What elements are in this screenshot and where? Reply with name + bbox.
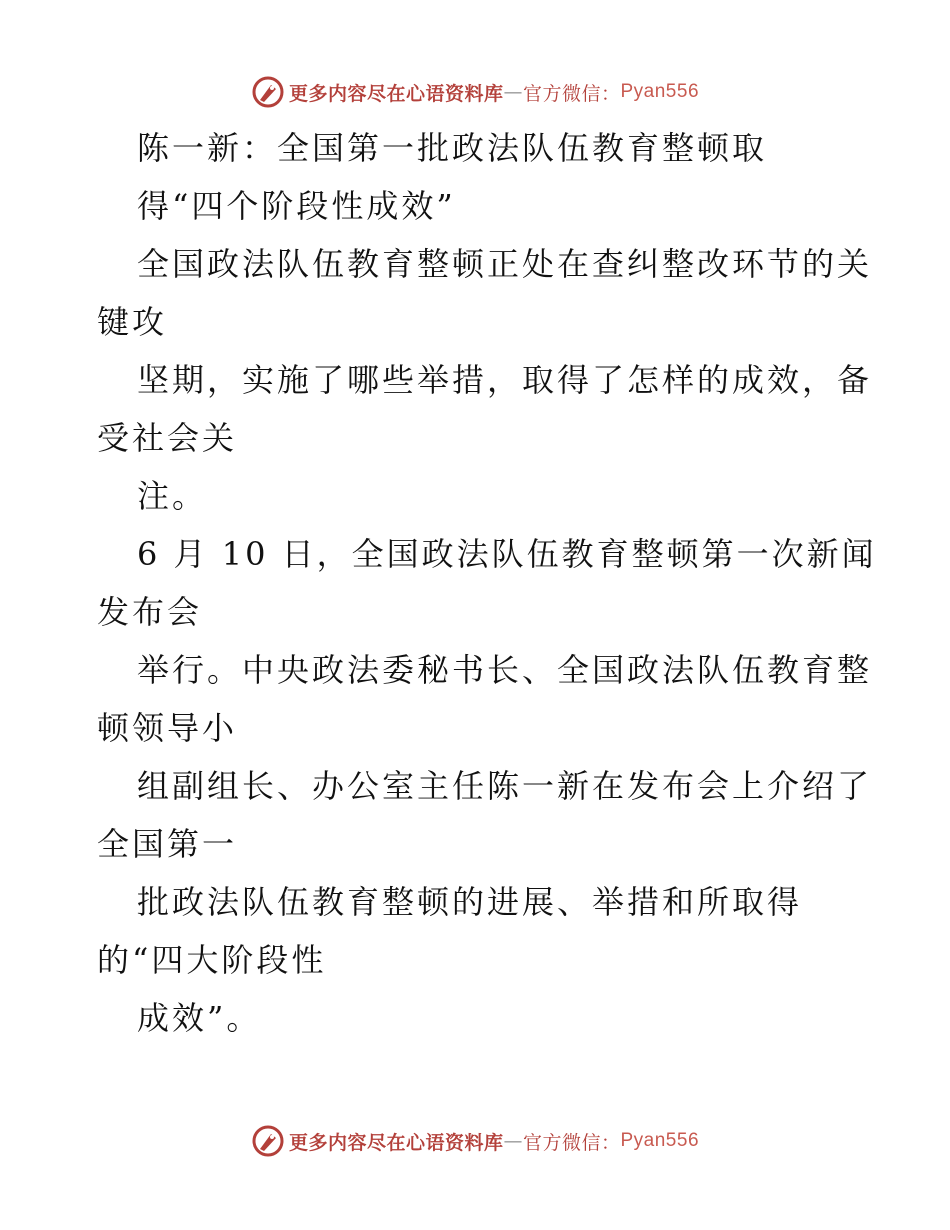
doc-line: 顿领导小 — [97, 709, 238, 747]
doc-line: 得“四个阶段性成效” — [137, 187, 456, 225]
watermark-wechat-id: Pyan556 — [620, 1130, 700, 1151]
watermark-wechat-id: Pyan556 — [620, 81, 700, 102]
watermark-wechat-label: 官方微信： — [522, 1131, 621, 1154]
doc-line: 坚期，实施了哪些举措，取得了怎样的成效，备 — [137, 361, 873, 399]
watermark-separator: — — [503, 81, 523, 103]
doc-line: 组副组长、办公室主任陈一新在发布会上介绍了 — [137, 767, 873, 805]
footer-watermark — [0, 1121, 950, 1161]
watermark-main-text: 更多内容尽在心语资料库 — [288, 82, 504, 105]
doc-line: 注。 — [137, 477, 208, 515]
watermark-separator: — — [503, 1130, 523, 1152]
doc-line: 6 月 10 日，全国政法队伍教育整顿第一次新闻 — [137, 535, 877, 573]
doc-line: 举行。中央政法委秘书长、全国政法队伍教育整 — [137, 651, 873, 689]
doc-line: 成效”。 — [137, 999, 262, 1037]
doc-line: 全国政法队伍教育整顿正处在查纠整改环节的关 — [137, 245, 873, 283]
doc-line: 的“四大阶段性 — [97, 941, 327, 979]
doc-line: 批政法队伍教育整顿的进展、举措和所取得 — [137, 883, 803, 921]
pen-nib-circle-icon — [251, 1124, 285, 1158]
doc-line: 受社会关 — [97, 419, 238, 457]
watermark-wechat-label: 官方微信： — [522, 82, 621, 105]
watermark-main-text: 更多内容尽在心语资料库 — [288, 1131, 504, 1154]
doc-line: 键攻 — [97, 303, 168, 341]
doc-line: 发布会 — [97, 593, 203, 631]
doc-line: 全国第一 — [97, 825, 238, 863]
doc-line: 陈一新：全国第一批政法队伍教育整顿取 — [137, 129, 768, 167]
